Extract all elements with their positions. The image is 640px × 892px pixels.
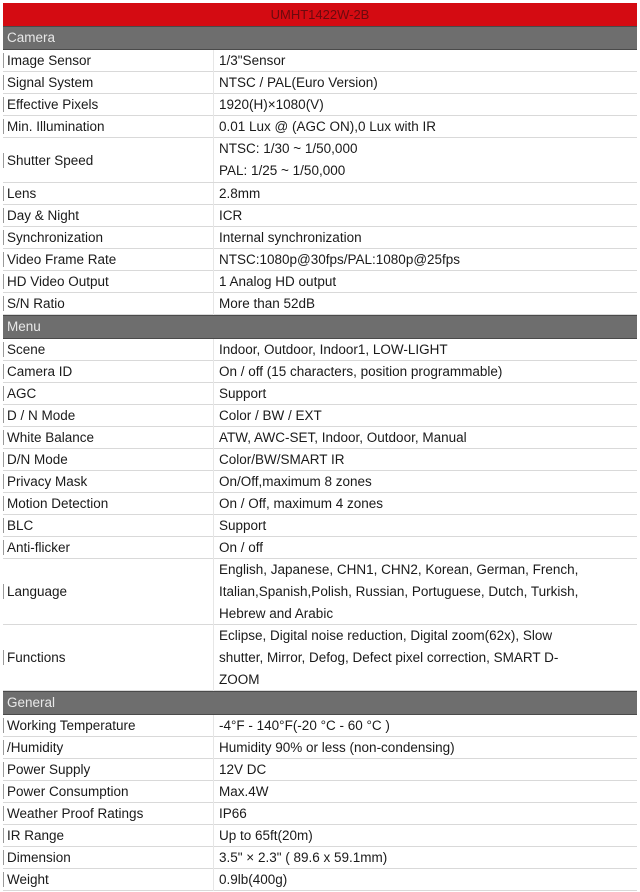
spec-row <box>3 493 637 515</box>
spec-label: S/N Ratio <box>3 296 213 311</box>
spec-row <box>3 825 637 847</box>
spec-row <box>3 138 637 183</box>
spec-value-line: Color/BW/SMART IR <box>219 451 345 467</box>
spec-sheet <box>3 3 637 891</box>
spec-value-line: 12V DC <box>219 761 267 777</box>
spec-row <box>3 759 637 781</box>
spec-value <box>213 825 637 847</box>
spec-value-line: ICR <box>219 207 243 223</box>
spec-table <box>3 26 637 891</box>
spec-label: Power Consumption <box>3 784 213 799</box>
spec-row <box>3 471 637 493</box>
spec-label: Weight <box>3 872 213 887</box>
spec-row <box>3 293 637 315</box>
spec-value-line: Humidity 90% or less (non-condensing) <box>219 739 455 755</box>
spec-label: Video Frame Rate <box>3 252 213 267</box>
spec-value <box>213 293 637 315</box>
spec-label: Power Supply <box>3 762 213 777</box>
spec-label: HD Video Output <box>3 274 213 289</box>
spec-value <box>213 715 637 737</box>
spec-value <box>213 339 637 361</box>
spec-label: Signal System <box>3 75 213 90</box>
spec-value <box>213 847 637 869</box>
spec-label: D/N Mode <box>3 452 213 467</box>
spec-value <box>213 50 637 72</box>
spec-value <box>213 869 637 891</box>
spec-value-line: On / off (15 characters, position programmable) <box>219 363 503 379</box>
spec-label: Effective Pixels <box>3 97 213 112</box>
spec-label: D / N Mode <box>3 408 213 423</box>
spec-value-line: Max.4W <box>219 783 269 799</box>
spec-label: IR Range <box>3 828 213 843</box>
spec-label: Scene <box>3 342 213 357</box>
spec-label: White Balance <box>3 430 213 445</box>
spec-value-line: ZOOM <box>219 671 260 687</box>
spec-row <box>3 869 637 891</box>
spec-value-line: More than 52dB <box>219 295 316 311</box>
spec-row <box>3 803 637 825</box>
spec-label: Weather Proof Ratings <box>3 806 213 821</box>
spec-value-line: English, Japanese, CHN1, CHN2, Korean, German, French, <box>219 561 579 577</box>
spec-value <box>213 737 637 759</box>
spec-value <box>213 72 637 94</box>
spec-value <box>213 515 637 537</box>
spec-label: Day & Night <box>3 208 213 223</box>
spec-value <box>213 759 637 781</box>
spec-label: Lens <box>3 186 213 201</box>
spec-label: Min. Illumination <box>3 119 213 134</box>
spec-row <box>3 427 637 449</box>
spec-value <box>213 493 637 515</box>
spec-value-line: NTSC:1080p@30fps/PAL:1080p@25fps <box>219 251 461 267</box>
spec-label: Language <box>3 584 213 599</box>
spec-value <box>213 537 637 559</box>
spec-value <box>213 405 637 427</box>
spec-value-line: 0.01 Lux @ (AGC ON),0 Lux with IR <box>219 118 437 134</box>
spec-value-line: 1 Analog HD output <box>219 273 337 289</box>
section-header-camera: Camera <box>3 26 637 50</box>
spec-label: Shutter Speed <box>3 153 213 168</box>
spec-row <box>3 847 637 869</box>
spec-value <box>213 427 637 449</box>
spec-row <box>3 449 637 471</box>
spec-value <box>213 227 637 249</box>
spec-row <box>3 249 637 271</box>
spec-value-line: 1920(H)×1080(V) <box>219 96 324 112</box>
spec-row <box>3 227 637 249</box>
spec-row <box>3 537 637 559</box>
spec-value-line: IP66 <box>219 805 247 821</box>
spec-row <box>3 405 637 427</box>
spec-value <box>213 781 637 803</box>
spec-value-line: 0.9lb(400g) <box>219 871 288 887</box>
spec-value-line: ATW, AWC-SET, Indoor, Outdoor, Manual <box>219 429 467 445</box>
spec-value <box>213 361 637 383</box>
spec-value <box>213 249 637 271</box>
spec-value-line: Indoor, Outdoor, Indoor1, LOW-LIGHT <box>219 341 448 357</box>
spec-row <box>3 515 637 537</box>
spec-value-line: Color / BW / EXT <box>219 407 322 423</box>
spec-label: BLC <box>3 518 213 533</box>
spec-value <box>213 138 637 182</box>
spec-label: AGC <box>3 386 213 401</box>
spec-value <box>213 271 637 293</box>
spec-value-line: NTSC / PAL(Euro Version) <box>219 74 378 90</box>
spec-value-line: Eclipse, Digital noise reduction, Digital zoom(62x), Slow <box>219 627 553 643</box>
spec-label: Functions <box>3 650 213 665</box>
spec-value-line: 1/3"Sensor <box>219 52 286 68</box>
spec-label: Anti-flicker <box>3 540 213 555</box>
spec-value <box>213 205 637 227</box>
spec-value-line: NTSC: 1/30 ~ 1/50,000 <box>219 141 358 156</box>
spec-value <box>213 383 637 405</box>
spec-value-line: Up to 65ft(20m) <box>219 827 313 843</box>
spec-value-line: 3.5" × 2.3" ( 89.6 x 59.1mm) <box>219 849 388 865</box>
spec-value-line: Italian,Spanish,Polish, Russian, Portuguese, Dutch, Turkish, <box>219 583 579 599</box>
spec-value <box>213 803 637 825</box>
section-header-general: General <box>3 691 637 715</box>
spec-row <box>3 383 637 405</box>
spec-label: Dimension <box>3 850 213 865</box>
spec-row <box>3 94 637 116</box>
spec-row <box>3 625 637 691</box>
spec-value-line: Support <box>219 517 267 533</box>
spec-value <box>213 471 637 493</box>
spec-row <box>3 361 637 383</box>
spec-value <box>213 116 637 138</box>
spec-label: Camera ID <box>3 364 213 379</box>
spec-value-line: On / off <box>219 539 264 555</box>
spec-value <box>213 625 637 691</box>
spec-label: Image Sensor <box>3 53 213 68</box>
spec-row <box>3 737 637 759</box>
spec-row <box>3 183 637 205</box>
product-title: UMHT1422W-2B <box>3 3 637 26</box>
spec-label: Privacy Mask <box>3 474 213 489</box>
spec-value-line: 2.8mm <box>219 185 261 201</box>
spec-row <box>3 339 637 361</box>
spec-value <box>213 94 637 116</box>
spec-row <box>3 205 637 227</box>
spec-value-line: On/Off,maximum 8 zones <box>219 473 372 489</box>
spec-value-line: PAL: 1/25 ~ 1/50,000 <box>219 163 346 178</box>
spec-value-line: shutter, Mirror, Defog, Defect pixel correction, SMART D- <box>219 649 559 665</box>
spec-value-line: -4°F - 140°F(-20 °C - 60 °C ) <box>219 717 390 733</box>
spec-label: Working Temperature <box>3 718 213 733</box>
spec-row <box>3 271 637 293</box>
spec-label: /Humidity <box>3 740 213 755</box>
spec-row <box>3 781 637 803</box>
spec-row <box>3 50 637 72</box>
spec-label: Synchronization <box>3 230 213 245</box>
spec-value-line: On / Off, maximum 4 zones <box>219 495 384 511</box>
spec-value-line: Hebrew and Arabic <box>219 605 334 621</box>
spec-value <box>213 183 637 205</box>
section-header-menu: Menu <box>3 315 637 339</box>
spec-value-line: Support <box>219 385 267 401</box>
spec-value-line: Internal synchronization <box>219 229 362 245</box>
spec-value <box>213 559 637 625</box>
spec-row <box>3 116 637 138</box>
spec-value <box>213 449 637 471</box>
spec-row <box>3 559 637 625</box>
spec-row <box>3 72 637 94</box>
spec-row <box>3 715 637 737</box>
spec-label: Motion Detection <box>3 496 213 511</box>
